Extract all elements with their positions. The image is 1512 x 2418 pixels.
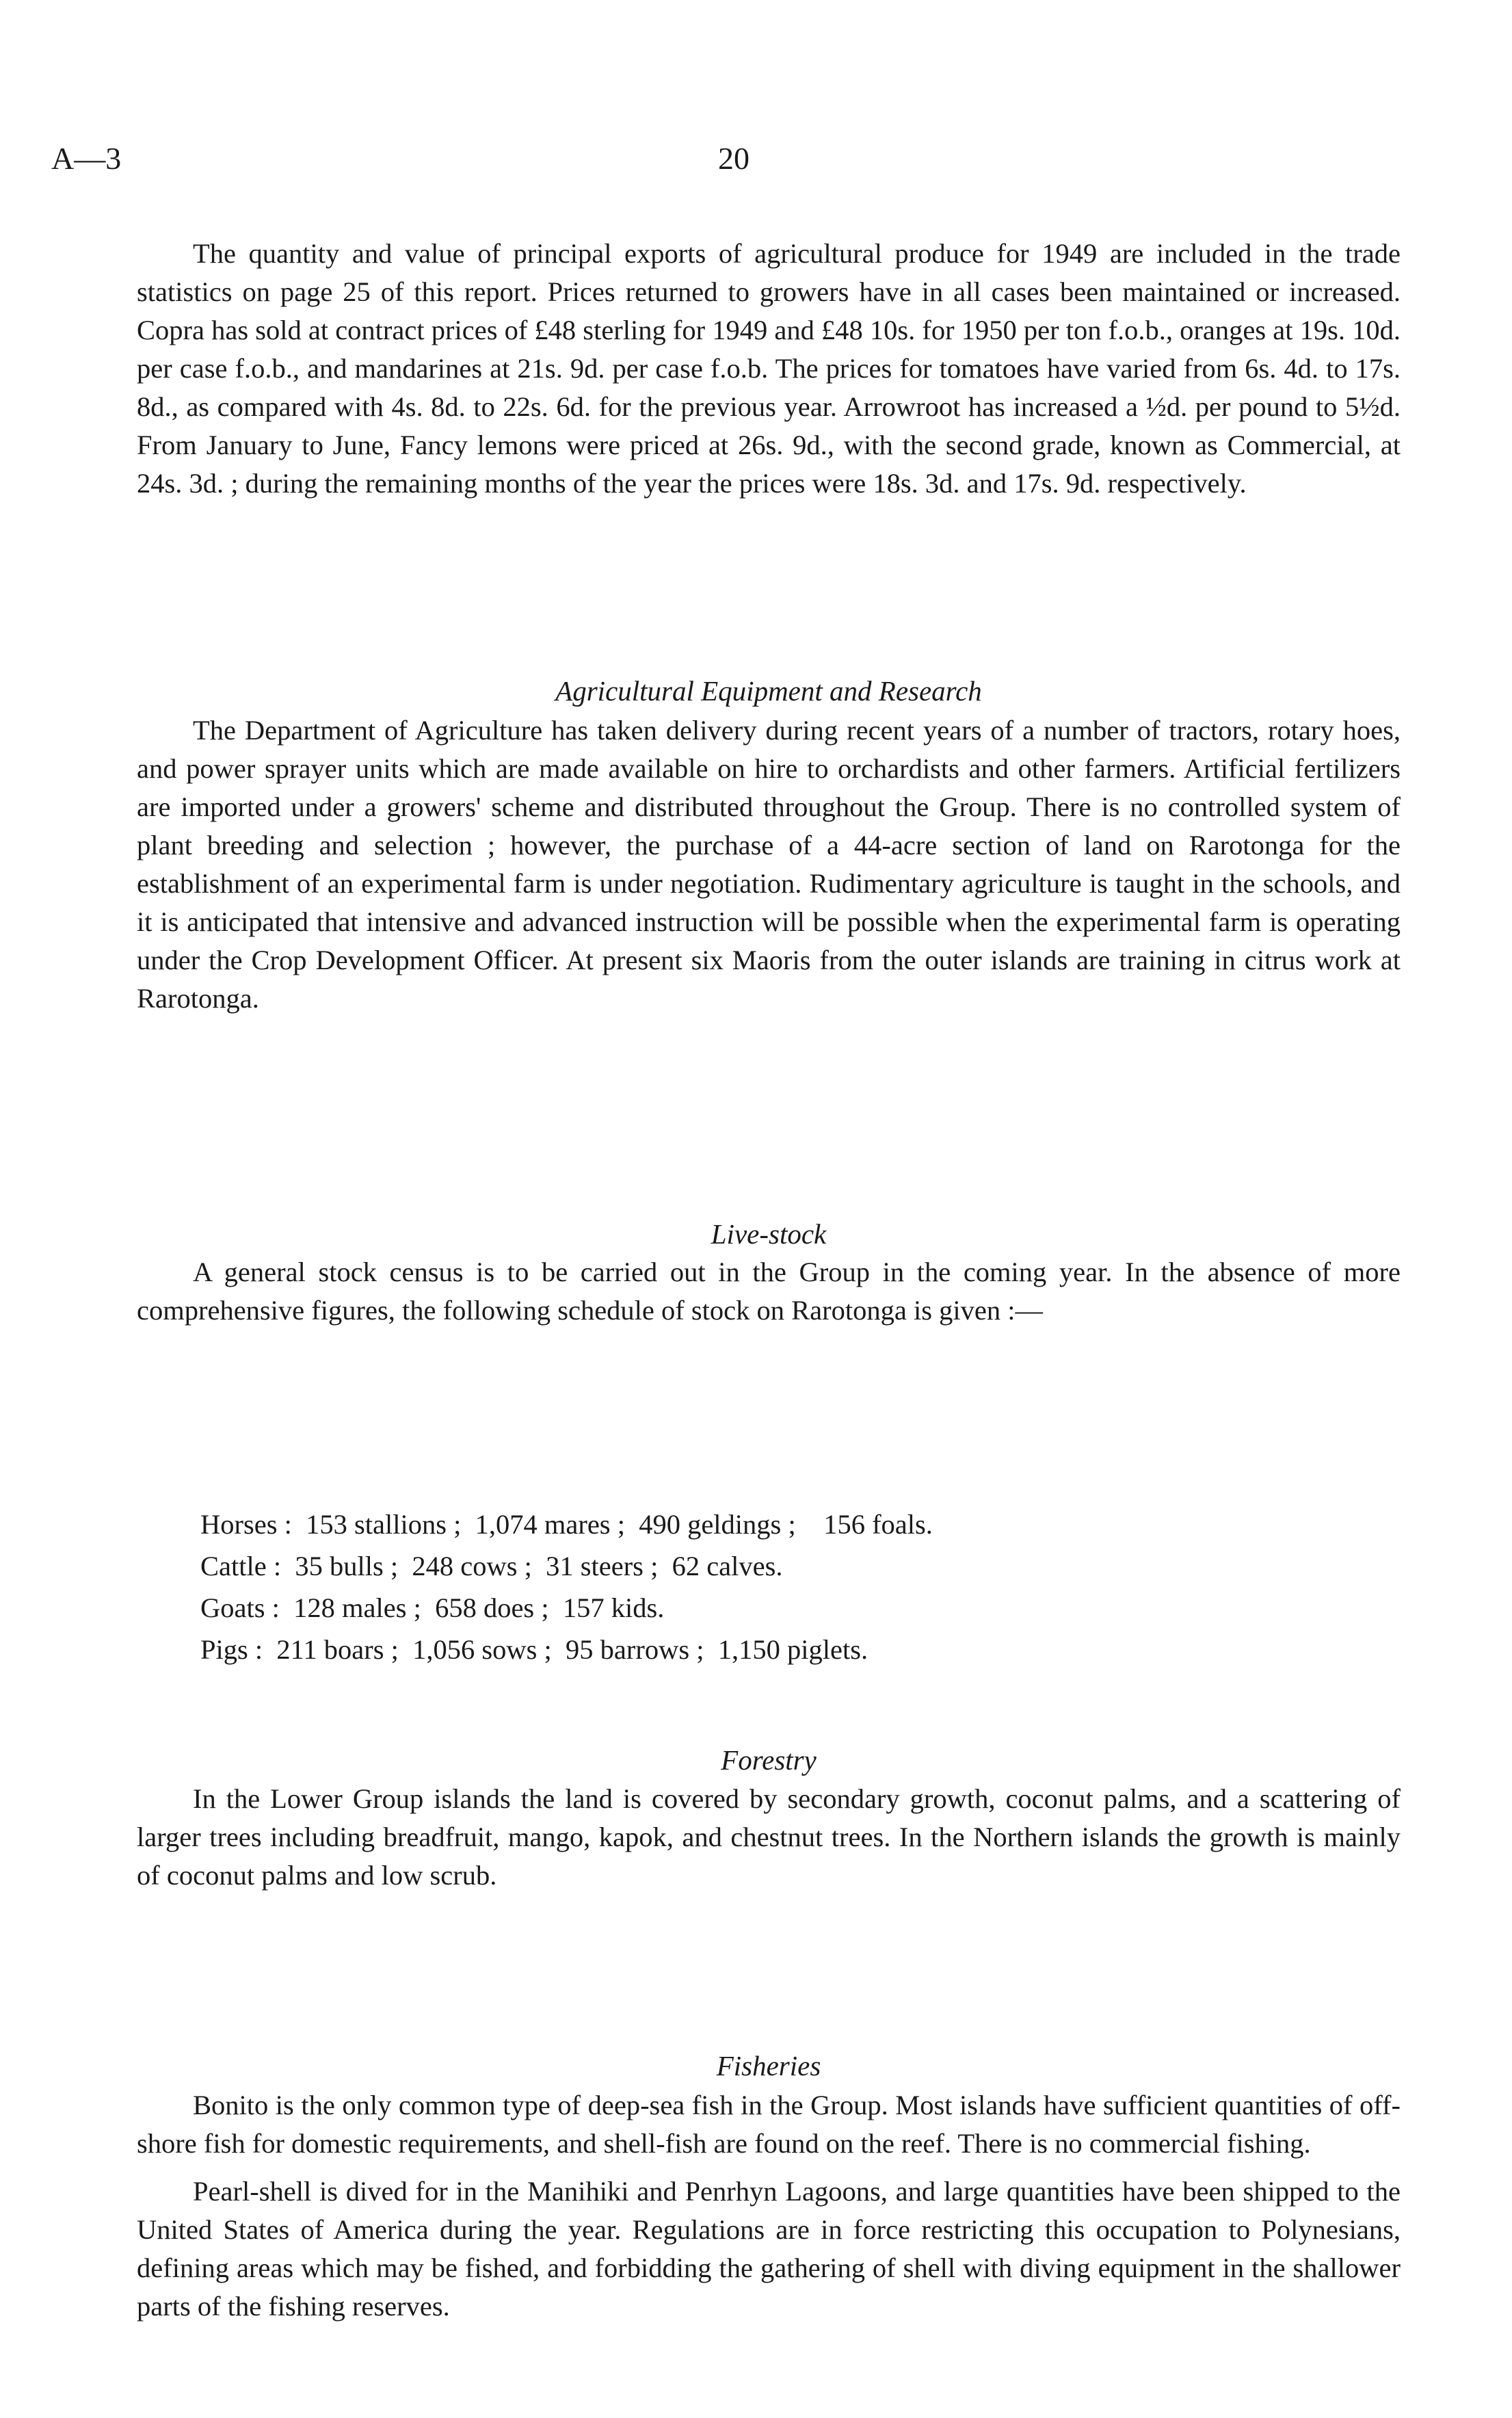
document-code: A—3 — [51, 141, 122, 176]
section-forestry — [137, 1780, 1401, 1895]
forestry-paragraph: In the Lower Group islands the land is covered by secondary growth, coconut palms, and a scattering of larger trees including breadfruit, mango, kapok, and chestnut trees. In the Northern islands the growth is mainly of coconut palms and low scrub. — [137, 1783, 1401, 1891]
stock-row-goats: Goats : 128 males ; 658 does ; 157 kids. — [200, 1592, 665, 1623]
stock-schedule — [200, 1503, 933, 1670]
page-number: 20 — [718, 141, 750, 176]
stock-row-pigs: Pigs : 211 boars ; 1,056 sows ; 95 barrows ; 1,150 piglets. — [200, 1634, 868, 1665]
page-header — [51, 140, 1419, 188]
heading-fisheries: Fisheries — [716, 2050, 821, 2081]
heading-forestry: Forestry — [721, 1744, 817, 1776]
heading-livestock: Live-stock — [711, 1218, 827, 1250]
equipment-paragraph: The Department of Agriculture has taken delivery during recent years of a number of tractors, rotary hoes, and power sprayer units which are made available on hire to orchardists and other farmers. Artificial fertilizers are imported under a growers' scheme and distributed throughout the Group. There is no controlled system of plant breeding and selection ; however, the purchase of a 44-acre section of land on Rarotonga for the establishment of an experimental farm is under negotiation. Rudimentary agriculture is taught in the schools, and it is anticipated that intensive and advanced instruction will be possible when the experimental farm is operating under the Crop Development Officer. At present six Maoris from the outer islands are training in citrus work at Rarotonga. — [137, 715, 1401, 1014]
stock-row-horses: Horses : 153 stallions ; 1,074 mares ; 490 geldings ; 156 foals. — [200, 1509, 933, 1540]
section-livestock — [137, 1253, 1401, 1330]
section-equipment — [137, 711, 1401, 1018]
fisheries-paragraph-2: Pearl-shell is dived for in the Manihiki and Penrhyn Lagoons, and large quantities have been shipped to the United States of America during the year. Regulations are in force restricting this occupation to Polynesians, defining areas which may be fished, and forbidding the gathering of shell with diving equipment in the shallower parts of the fishing reserves. — [137, 2176, 1401, 2322]
stock-row-cattle: Cattle : 35 bulls ; 248 cows ; 31 steers ; 62 calves. — [200, 1551, 783, 1581]
fisheries-paragraph-1: Bonito is the only common type of deep-sea fish in the Group. Most islands have sufficient quantities of off-shore fish for domestic requirements, and shell-fish are found on the reef. There is no commercial fishing. — [137, 2090, 1401, 2159]
livestock-paragraph: A general stock census is to be carried out in the Group in the coming year. In the absence of more comprehensive figures, the following schedule of stock on Rarotonga is given :— — [137, 1257, 1401, 1326]
section-fisheries — [137, 2086, 1401, 2326]
section-prices — [137, 235, 1401, 503]
heading-agricultural-equipment: Agricultural Equipment and Research — [555, 675, 982, 707]
prices-paragraph: The quantity and value of principal exports of agricultural produce for 1949 are included in the trade statistics on page 25 of this report. Prices returned to growers have in all cases been maintained or increased. Copra has sold at contract prices of £48 sterling for 1949 and £48 10s. for 1950 per ton f.o.b., oranges at 19s. 10d. per case f.o.b., and mandarines at 21s. 9d. per case f.o.b. The prices for tomatoes have varied from 6s. 4d. to 17s. 8d., as compared with 4s. 8d. to 22s. 6d. for the previous year. Arrowroot has increased a ½d. per pound to 5½d. From January to June, Fancy lemons were priced at 26s. 9d., with the second grade, known as Commercial, at 24s. 3d. ; during the remaining months of the year the prices were 18s. 3d. and 17s. 9d. respectively. — [137, 238, 1401, 499]
